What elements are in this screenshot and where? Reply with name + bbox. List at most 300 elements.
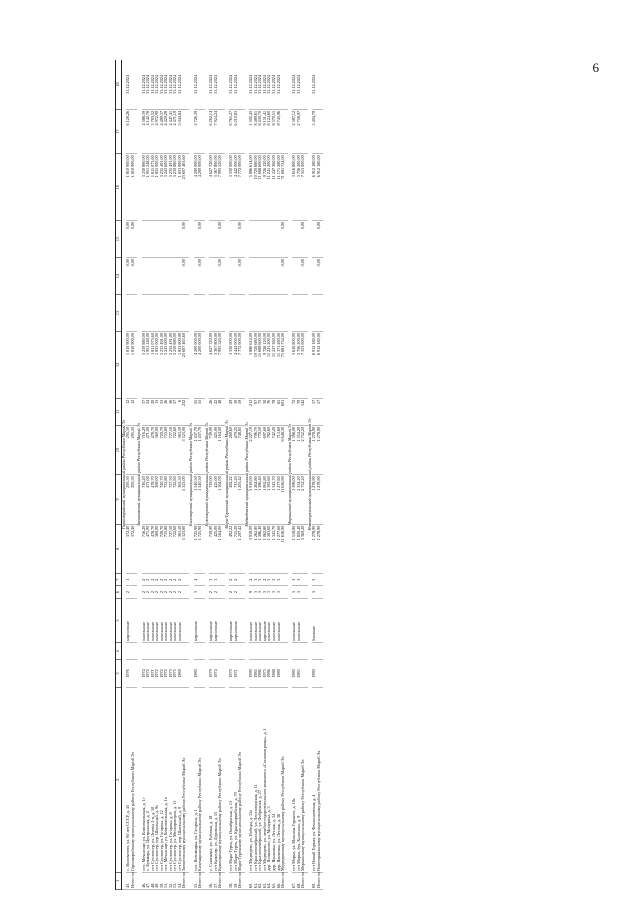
table-cell: 2	[146, 586, 151, 598]
table-cell: 1 262,80	[254, 524, 259, 573]
table-cell: 269,60	[229, 425, 234, 474]
table-cell	[317, 660, 324, 687]
table-cell: Итого по Горномарийскому муниципальному району Республики Марий Эл	[131, 872, 138, 889]
table-cell: панельные	[146, 598, 151, 642]
table-cell: 1980	[312, 660, 317, 687]
table-cell: кирпичные	[214, 598, 219, 642]
table-cell: 4 471,19	[173, 109, 178, 153]
district-title: Звениговский муниципальный район Республики Марий Эл	[137, 60, 142, 890]
table-cell: дер. Пошкиново, ул. Мичурина, д. 3	[267, 687, 272, 872]
table-cell: 7 772 000,00	[238, 332, 245, 399]
table-cell: 11 241 200,00	[267, 154, 272, 221]
table-cell: 51.	[164, 872, 169, 889]
table-cell: 13	[155, 398, 160, 425]
table-cell: 4 142,78	[146, 109, 151, 153]
table-cell: панельные	[164, 598, 169, 642]
table-cell: 3 736 200,00	[297, 332, 302, 399]
table-cell: 5 323,00	[182, 425, 189, 474]
table-cell: 0,00	[182, 220, 189, 257]
table-cell: 727,50	[169, 524, 174, 573]
table-cell: 3 243 600,00	[164, 154, 169, 221]
table-cell: 1989	[277, 660, 282, 687]
table-cell: 4 200 000,00	[198, 332, 205, 399]
table-cell: 31.12.2024	[194, 60, 199, 109]
table-cell: 3 918,00	[249, 524, 254, 573]
table-cell: 0,00	[238, 258, 245, 295]
table-cell: 2	[173, 586, 178, 598]
table-cell: 6 210,83	[234, 109, 239, 153]
table-cell: 31.12.2024	[160, 60, 165, 109]
table-cell: 7 353 000,00	[301, 154, 308, 221]
table-cell: 0,00	[131, 220, 138, 257]
table-cell: 142	[301, 398, 308, 425]
table-cell: 8 743,96	[277, 109, 282, 153]
table-cell: 0,00	[301, 220, 308, 257]
table-cell: 1 725,90	[194, 524, 199, 573]
table-cell: 0,00	[281, 258, 288, 295]
table-cell: 6 262,14	[209, 109, 214, 153]
column-header: 10	[116, 425, 122, 474]
table-cell: 2	[151, 574, 156, 586]
table-cell: панельные	[151, 598, 156, 642]
table-cell: 3 367 800,00	[214, 332, 219, 399]
table-cell: пгт Суслонгер, ул. Гагарина, д. 12	[160, 687, 165, 872]
table-cell: 720,70	[160, 524, 165, 573]
table-cell: 8 489,61	[254, 109, 259, 153]
table-cell: 3	[258, 574, 263, 586]
table-cell: дер. Яльчимка, ул. Лесная, д. 36	[277, 687, 282, 872]
table-cell: 4 447,41	[169, 109, 174, 153]
table-cell: 2	[173, 574, 178, 586]
table-cell: 2	[164, 586, 169, 598]
table-cell: 63.	[263, 872, 268, 889]
table-cell: 1986	[258, 660, 263, 687]
table-cell: 31.12.2024	[214, 60, 219, 109]
table-cell: 720,70	[160, 475, 165, 524]
table-cell: 3	[292, 586, 297, 598]
table-cell: 65.	[272, 872, 277, 889]
table-cell: пгт Морки, бул. Калинина, д. 9	[297, 687, 302, 872]
table-cell: 1 850,40	[297, 524, 302, 573]
table-cell: пгт Суслонгер, пер. Школьный, д. 9	[178, 687, 183, 872]
table-cell: 1979	[209, 660, 214, 687]
table-cell: 727,50	[169, 475, 174, 524]
table-cell: 232	[182, 398, 189, 425]
table-cell: панельные	[272, 598, 277, 642]
table-cell: 31.12.2024	[312, 60, 317, 109]
table-cell: 31.12.2024	[234, 60, 239, 109]
table-cell: 733,80	[164, 475, 169, 524]
table-cell: пос. Мочалище, ул. Комсомольская, д. 1г	[142, 687, 147, 872]
column-header: 7	[116, 574, 122, 586]
table-cell: 20	[151, 398, 156, 425]
table-cell: 71 681 734,00	[281, 332, 288, 399]
table-cell: Итого по Новоторъяльскому муниципальному району Республики Марий Эл	[317, 872, 324, 889]
table-cell: 73	[258, 398, 263, 425]
table-cell: 1 810 900,00	[126, 154, 131, 221]
table-cell: 11 171 280,00	[277, 154, 282, 221]
table-cell: 11 688 600,00	[258, 154, 263, 221]
table-cell: 11 247 360,00	[272, 154, 277, 221]
table-cell: 4 420,28	[164, 109, 169, 153]
table-cell: 3	[267, 586, 272, 598]
table-cell: Итого по Мари-Турекскому муниципальному району Республики Марий Эл	[238, 872, 245, 889]
table-cell: 22	[214, 398, 219, 425]
table-cell: 55	[194, 398, 199, 425]
rotated-table-sheet	[115, 60, 595, 890]
table-cell: 31.12.2024	[254, 60, 259, 109]
table-cell: 478,70	[151, 524, 156, 573]
table-cell: пгт Краснооктябрьский, ул. Лесозаводская, д. 11	[254, 687, 259, 872]
table-cell: 45.	[126, 872, 131, 889]
table-cell: 2 752,20	[301, 475, 308, 524]
table-cell: 3 616 800,00	[292, 154, 297, 221]
table-cell: 31.12.2024	[277, 60, 282, 109]
table-cell: 295,50	[131, 425, 138, 474]
district-title: Килемарский муниципальный район Республики Марий Эл	[189, 60, 194, 890]
table-cell: Итого по Килемарскому муниципальному району Республики Марий Эл	[198, 872, 205, 889]
table-cell: 1988	[272, 660, 277, 687]
table-cell: 372,40	[126, 524, 131, 573]
table-cell: 9	[249, 586, 254, 598]
column-header: 4	[116, 643, 122, 660]
column-header: 13	[116, 295, 122, 332]
table-cell: 66.	[277, 872, 282, 889]
table-cell: 1 518,80	[292, 524, 297, 573]
table-cell: 1 437,70	[194, 425, 199, 474]
column-header: 17	[116, 109, 122, 153]
table-cell: 295,50	[126, 475, 131, 524]
table-cell: 1980	[292, 660, 297, 687]
table-cell: 1 062,80	[263, 475, 268, 524]
table-cell: пгт Суслонгер, ул. Мелиораторов, д. 11	[173, 687, 178, 872]
column-header: 2	[116, 687, 122, 872]
table-cell: 3	[209, 574, 214, 586]
table-cell: 1974	[214, 660, 219, 687]
table-cell: блочные	[312, 598, 317, 642]
table-cell: 31.12.2024	[151, 60, 156, 109]
table-cell: 2 758,97	[297, 109, 302, 153]
table-cell: 739,00	[209, 425, 214, 474]
table-cell: 1969	[178, 660, 183, 687]
table-cell: 1 164,00	[218, 475, 225, 524]
table-cell: 715,20	[234, 524, 239, 573]
table-cell: 1972	[155, 660, 160, 687]
table-cell: 363,50	[178, 524, 183, 573]
table-cell: 716,20	[142, 524, 147, 573]
table-cell: 1 343,70	[272, 524, 277, 573]
table-cell: панельные	[178, 598, 183, 642]
table-cell: 49.	[155, 872, 160, 889]
table-cell: 2 726,39	[194, 109, 199, 153]
table-cell: 6 912 180,00	[317, 332, 324, 399]
table-cell: 2	[214, 586, 219, 598]
district-title: Куженерский муниципальный район Республики Марий Эл	[205, 60, 210, 890]
table-cell: 0,00	[182, 258, 189, 295]
table-cell: 0,00	[218, 258, 225, 295]
column-header: 5	[116, 598, 122, 642]
table-cell: 3 736 200,00	[297, 154, 302, 221]
table-cell: 50.	[160, 872, 165, 889]
table-cell: 68.	[297, 872, 302, 889]
total-row	[317, 60, 324, 890]
table-cell: 1 278,90	[312, 524, 317, 573]
table-cell: 23 607 463,60	[182, 332, 189, 399]
table-cell: 2	[155, 574, 160, 586]
table-cell: 1975	[263, 660, 268, 687]
table-cell: 492,22	[229, 475, 234, 524]
table-cell: 1 164,00	[218, 425, 225, 474]
table-cell: 26	[209, 398, 214, 425]
table-cell: 713,60	[277, 425, 282, 474]
table-cell: панельные	[297, 598, 302, 642]
table-cell: 3 230 880,00	[142, 154, 147, 221]
table-cell: 2 587,12	[292, 109, 297, 153]
table-cell: 65	[277, 398, 282, 425]
table-cell: 1983	[297, 660, 302, 687]
table-cell: Итого по Звениговскому муниципальному району Республики Марий Эл	[182, 872, 189, 889]
table-cell: 471,00	[146, 425, 151, 474]
district-title: Медведевский муниципальный район Республики Марий Эл	[245, 60, 250, 890]
table-cell: 1972	[160, 660, 165, 687]
table-cell: 1985	[254, 660, 259, 687]
table-cell: 69.	[312, 872, 317, 889]
table-cell: дер. Яльчимка, ул. Лесная, д. 34	[272, 687, 277, 872]
table-cell: 1 811 073,60	[151, 154, 156, 221]
table-cell: 716,20	[142, 425, 147, 474]
table-cell: 3 616 800,00	[292, 332, 297, 399]
table-cell: 1 502,45	[249, 109, 254, 153]
table-cell: пос. Визимьяры, ул. Гагарина, д. 1	[194, 687, 199, 872]
table-cell: 471,00	[146, 475, 151, 524]
table-cell: 7 924,24	[214, 109, 219, 153]
table-cell: 58.	[229, 872, 234, 889]
table-cell: 1 811 073,60	[151, 332, 156, 399]
table-cell: 31.12.2024	[209, 60, 214, 109]
table-cell: 1 278,90	[317, 475, 324, 524]
table-cell: кирпичные	[209, 598, 214, 642]
table-cell: 1 835 000,00	[155, 332, 160, 399]
table-cell: 1972	[146, 660, 151, 687]
table-cell: 1 540,50	[194, 475, 199, 524]
table-cell: 3 330 000,00	[229, 332, 234, 399]
table-cell: 31.12.2024	[169, 60, 174, 109]
table-cell: 7 772 000,00	[238, 154, 245, 221]
table-cell: 1980	[194, 660, 199, 687]
table-cell: 4 627 720,00	[209, 154, 214, 221]
table-cell: 3 367 800,00	[214, 154, 219, 221]
table-cell: 2	[234, 574, 239, 586]
table-cell: 601	[281, 398, 288, 425]
table-cell: 720,70	[160, 425, 165, 474]
table-cell: 1971	[151, 660, 156, 687]
capital-repair-table	[115, 60, 323, 890]
table-cell: 8 430,70	[258, 109, 263, 153]
table-cell: 1 278,90	[317, 524, 324, 573]
table-cell: 1 354,20	[297, 475, 302, 524]
table-cell: 55.	[194, 872, 199, 889]
table-cell: 4 200 000,00	[194, 154, 199, 221]
table-cell: 11 688 600,00	[258, 332, 263, 399]
table-cell: 31.12.2024	[258, 60, 263, 109]
table-cell: 1 810 900,00	[131, 154, 138, 221]
table-cell: 363,50	[178, 475, 183, 524]
table-cell: 11 636,90	[281, 475, 288, 524]
table-cell: панельные	[142, 598, 147, 642]
table-cell: 11 241 200,00	[267, 332, 272, 399]
table-cell: 2	[209, 586, 214, 598]
table-cell: 425,00	[214, 475, 219, 524]
table-cell: 3 235 491,00	[169, 154, 174, 221]
table-cell: 0,00	[238, 220, 245, 257]
table-cell: 7 995 520,00	[218, 332, 225, 399]
table-cell: 46.	[142, 872, 147, 889]
table-cell: пгт Медведево, ул. Победы, д. 13а	[249, 687, 254, 872]
table-cell: 3 783,32	[151, 109, 156, 153]
table-cell: 1 398,00	[292, 475, 297, 524]
table-cell: 4 627 720,00	[209, 332, 214, 399]
table-cell: 70	[297, 398, 302, 425]
table-cell: 6 912 180,00	[317, 154, 324, 221]
table-cell	[317, 295, 324, 332]
table-cell: 4 489,37	[160, 109, 165, 153]
table-cell: 31.12.2024	[229, 60, 234, 109]
table-cell: 1971	[234, 660, 239, 687]
table-cell: 295,50	[131, 475, 138, 524]
table-cell: 1 386,40	[258, 475, 263, 524]
table-cell: 36	[169, 398, 174, 425]
table-cell: 48	[218, 398, 225, 425]
table-cell: 5 886 614,00	[249, 332, 254, 399]
table-cell: панельные	[277, 598, 282, 642]
column-header: 12	[116, 332, 122, 399]
table-cell: 1 278,90	[317, 425, 324, 474]
table-cell: 11 247 360,00	[272, 332, 277, 399]
table-cell: 492,22	[229, 524, 234, 573]
table-cell: 2	[249, 574, 254, 586]
table-cell: 1990	[249, 660, 254, 687]
table-cell: пгт Краснооктябрьский, ул. Фабричная, д. 27	[258, 687, 263, 872]
table-cell: 1 437,70	[198, 425, 205, 474]
table-cell: панельные	[173, 598, 178, 642]
table-cell: панельные	[254, 598, 259, 642]
table-cell: 212	[249, 398, 254, 425]
table-cell: 8 124,60	[267, 109, 272, 153]
table-cell: 6	[178, 398, 183, 425]
table-cell: панельные	[169, 598, 174, 642]
table-cell: 706,70	[254, 425, 259, 474]
table-cell: 1970	[229, 660, 234, 687]
table-cell: 72	[292, 398, 297, 425]
table-cell: 59.	[234, 872, 239, 889]
table-cell: кирпичные	[229, 598, 234, 642]
table-cell: 733,80	[164, 524, 169, 573]
table-cell: 1974	[142, 660, 147, 687]
table-cell: 4 442 000,00	[234, 154, 239, 221]
table-cell: 37	[142, 398, 147, 425]
table-cell: 1 833 800,00	[178, 154, 183, 221]
column-header: 9	[116, 475, 122, 524]
table-cell: 26	[164, 398, 169, 425]
table-cell: 2	[146, 574, 151, 586]
table-cell: 2	[160, 586, 165, 598]
table-cell: 4	[194, 574, 199, 586]
table-cell: 3 235 491,00	[169, 332, 174, 399]
table-cell: пгт Мари-Турек, ул. Октябрьская, д. 13	[229, 687, 234, 872]
table-cell: 733,80	[164, 425, 169, 474]
table-cell: с. Кужмара, ул. Центральная, д. 4	[146, 687, 151, 872]
table-cell: 67	[254, 398, 259, 425]
column-header: 18	[116, 60, 122, 109]
table-cell: 0,00	[317, 220, 324, 257]
table-cell: 0,00	[317, 258, 324, 295]
table-cell: 1975	[173, 660, 178, 687]
table-cell: 55	[198, 398, 205, 425]
table-cell: кирпичные	[234, 598, 239, 642]
table-cell: 425,00	[214, 425, 219, 474]
table-cell	[317, 109, 324, 153]
table-cell: 2	[155, 586, 160, 598]
table-cell: 722,60	[173, 524, 178, 573]
table-cell: 3	[272, 586, 277, 598]
table-cell: 3 230 880,00	[173, 154, 178, 221]
table-cell: 782,60	[267, 425, 272, 474]
table-cell: 57	[317, 398, 324, 425]
table-cell: 31.12.2024	[249, 60, 254, 109]
district-title: Мари-Турекский муниципальный район Республики Марий Эл	[225, 60, 230, 890]
table-cell: 478,70	[151, 475, 156, 524]
page-number: 6	[592, 60, 599, 75]
table-cell: 9 726 120,00	[263, 332, 268, 399]
table-cell: Итого по Моркинскому муниципальному району Республики Марий Эл	[301, 872, 308, 889]
table-cell: 778,50	[258, 425, 263, 474]
table-cell: 1 262,80	[254, 475, 259, 524]
table-cell: 3	[277, 574, 282, 586]
table-cell: 6 648,30	[281, 425, 288, 474]
table-cell: панельные	[249, 598, 254, 642]
table-cell: 3	[272, 574, 277, 586]
table-cell: 369,00	[155, 425, 160, 474]
column-header: 14	[116, 258, 122, 295]
table-cell: 1	[126, 574, 131, 586]
table-cell: 29	[229, 398, 234, 425]
table-cell: 1976	[126, 660, 131, 687]
table-cell: 57.	[214, 872, 219, 889]
table-cell: 54.	[178, 872, 183, 889]
table-cell: 2	[169, 586, 174, 598]
table-cell: 2	[142, 574, 147, 586]
table-cell: 31.12.2024	[155, 60, 160, 109]
table-cell: 1 951 248,00	[146, 332, 151, 399]
table-cell: 2	[229, 586, 234, 598]
table-cell: 8 370,51	[272, 109, 277, 153]
table-cell: 6 128,26	[126, 109, 131, 153]
table-cell: 0,00	[198, 258, 205, 295]
table-cell: 31.12.2024	[164, 60, 169, 109]
table-cell: 1973	[169, 660, 174, 687]
table-cell: 31.12.2024	[267, 60, 272, 109]
table-cell: 1 278,90	[312, 425, 317, 474]
table-cell: 2	[142, 586, 147, 598]
table-body	[121, 60, 323, 890]
table-cell	[317, 643, 324, 660]
table-cell: Итого по Куженерскому муниципальному району Республики Марий Эл	[218, 872, 225, 889]
table-cell: 31.12.2024	[126, 60, 131, 109]
table-cell: 3 918,00	[249, 475, 254, 524]
table-cell: 2	[151, 586, 156, 598]
table-cell: 4 200 000,00	[194, 332, 199, 399]
table-cell: 1 398,00	[292, 425, 297, 474]
